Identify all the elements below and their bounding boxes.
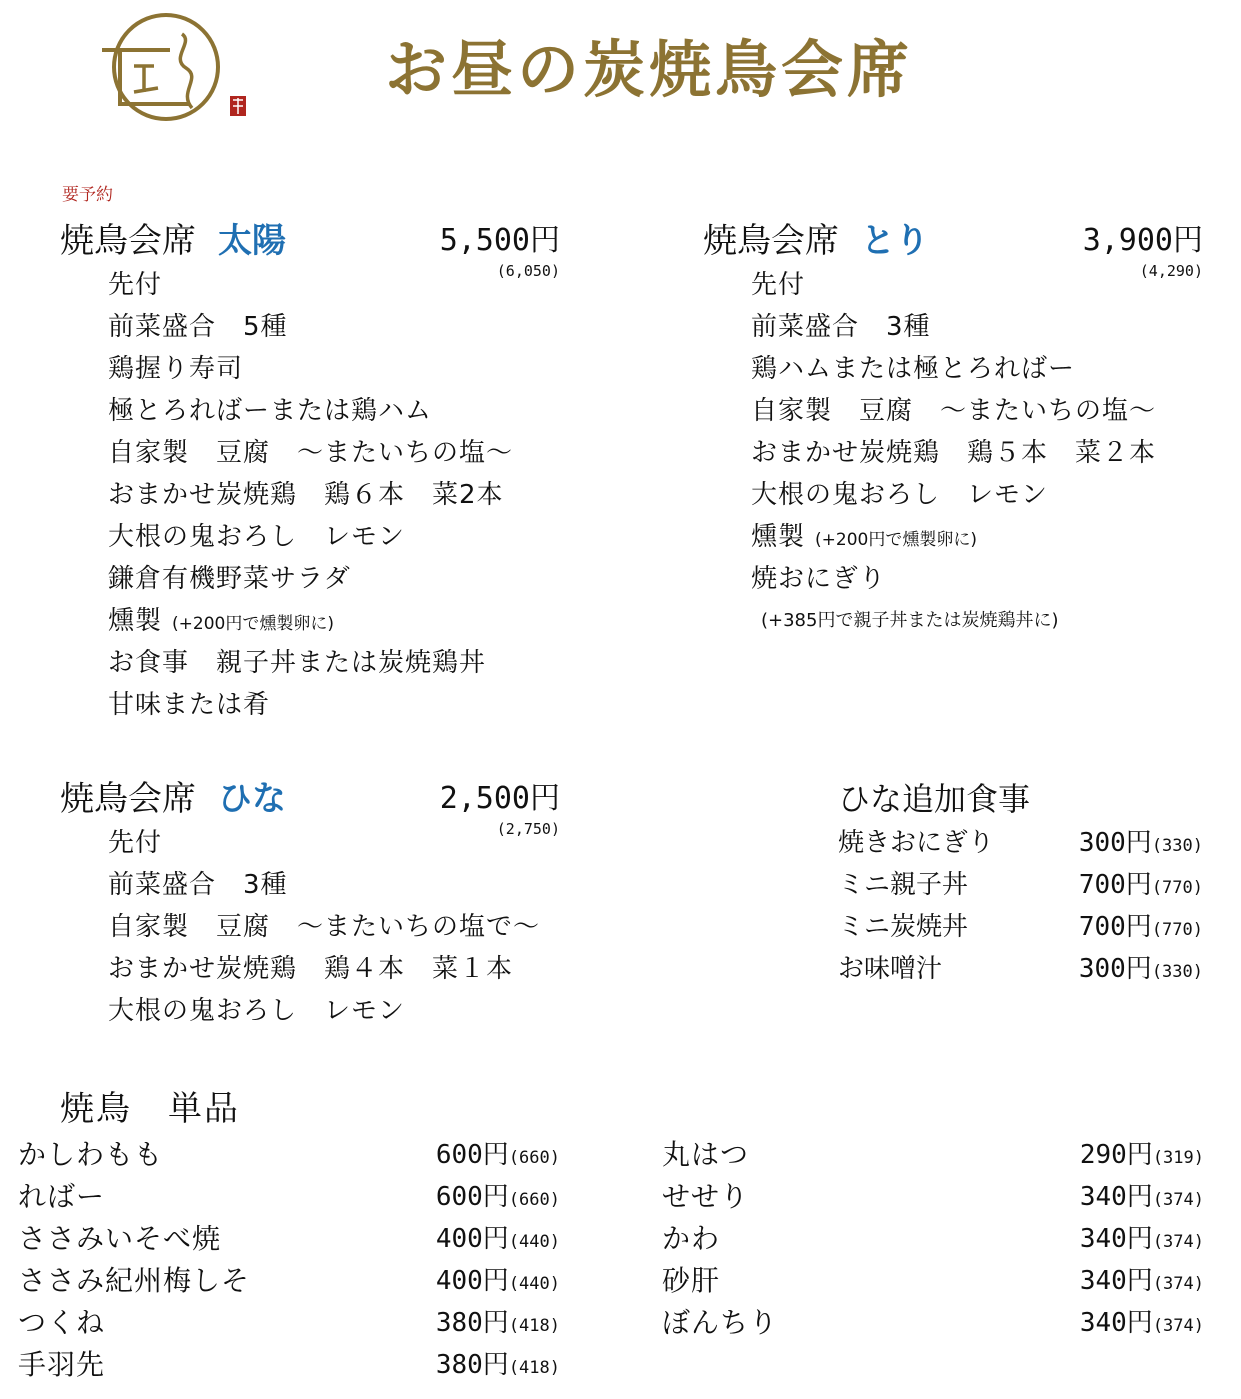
a-la-carte-list-left xyxy=(18,1134,560,1386)
item-price xyxy=(436,1218,560,1263)
item-name: せせり xyxy=(662,1180,750,1213)
menu-item xyxy=(18,1218,560,1260)
tax-price: (418) xyxy=(508,1316,560,1336)
price-value: 290円 xyxy=(1079,1140,1153,1170)
hina-extra-meals xyxy=(838,776,1203,996)
item-name: ミニ炭焼丼 xyxy=(838,912,969,942)
price-value: 700円 xyxy=(1078,870,1152,900)
section-title: 焼鳥 単品 xyxy=(60,1089,240,1129)
item-name: かわ xyxy=(662,1222,721,1255)
course-tax-price: (2,750) xyxy=(496,820,560,838)
menu-item xyxy=(662,1260,1204,1302)
menu-item xyxy=(662,1302,1204,1344)
section-title: ひな追加食事 xyxy=(838,780,1031,818)
item-price xyxy=(1080,1218,1204,1263)
tax-price: (418) xyxy=(508,1358,560,1378)
item-name: 焼きおにぎり xyxy=(838,828,995,858)
tax-price: (330) xyxy=(1151,962,1203,982)
item-price xyxy=(1080,1260,1204,1305)
item-name: つくね xyxy=(18,1306,106,1339)
menu-item xyxy=(18,1344,560,1386)
item-name: ればー xyxy=(18,1180,106,1213)
item-name: お味噌汁 xyxy=(838,954,943,984)
menu-item xyxy=(18,1176,560,1218)
item-price xyxy=(1080,1134,1204,1179)
course-tax-price: (6,050) xyxy=(496,262,560,280)
course-price: 3,900円 xyxy=(1082,223,1203,258)
item-name: 丸はつ xyxy=(662,1138,750,1171)
price-value: 400円 xyxy=(435,1266,509,1296)
course-item xyxy=(108,600,513,642)
price-value: 400円 xyxy=(435,1224,509,1254)
course-item: 鶏握り寿司 xyxy=(108,354,244,384)
menu-item xyxy=(662,1134,1204,1176)
course-item: おまかせ炭焼鶏 鶏５本 菜２本 xyxy=(751,438,1157,468)
course-accent: とり xyxy=(861,221,929,261)
item-price xyxy=(1079,864,1203,909)
course-item: 大根の鬼おろし レモン xyxy=(751,480,1049,510)
item-price xyxy=(1079,822,1203,867)
item-price xyxy=(1080,1302,1204,1347)
course-name xyxy=(60,776,286,822)
course-item: 自家製 豆腐 ～またいちの塩～ xyxy=(751,396,1157,426)
price-value: 700円 xyxy=(1078,912,1152,942)
price-value: 340円 xyxy=(1079,1266,1153,1296)
price-value: 380円 xyxy=(435,1350,509,1380)
item-price xyxy=(436,1260,560,1305)
smoked-egg-note: (+200円で燻製卵に) xyxy=(172,614,334,634)
reservation-note: 要予約 xyxy=(62,185,113,205)
course-label: 焼鳥会席 xyxy=(60,221,196,261)
course-item: 甘味または肴 xyxy=(108,690,271,720)
course-label: 焼鳥会席 xyxy=(60,779,196,819)
course-price: 5,500円 xyxy=(439,223,560,258)
page-title: お昼の炭焼鳥会席 xyxy=(385,33,914,106)
course-item: 前菜盛合 3種 xyxy=(108,870,288,900)
item-price xyxy=(1079,906,1203,951)
course-item-label: 燻製 xyxy=(108,606,163,636)
tax-price: (319) xyxy=(1152,1148,1204,1168)
tax-price: (330) xyxy=(1151,836,1203,856)
item-name: 砂肝 xyxy=(662,1264,721,1297)
item-price xyxy=(436,1134,560,1179)
course-item: おまかせ炭焼鶏 鶏４本 菜１本 xyxy=(108,954,514,984)
item-name: ミニ親子丼 xyxy=(838,870,969,900)
course-name xyxy=(703,218,929,264)
course-tori xyxy=(703,218,1203,638)
course-item: お食事 親子丼または炭焼鶏丼 xyxy=(108,648,487,678)
item-price xyxy=(436,1302,560,1347)
course-item: 前菜盛合 5種 xyxy=(108,312,288,342)
item-price xyxy=(436,1176,560,1221)
menu-item xyxy=(18,1134,560,1176)
extra-meal-list xyxy=(838,822,1203,990)
course-item: 前菜盛合 3種 xyxy=(751,312,931,342)
tax-price: (374) xyxy=(1152,1232,1204,1252)
tax-price: (374) xyxy=(1152,1274,1204,1294)
course-item-list xyxy=(108,264,513,726)
tax-price: (770) xyxy=(1151,878,1203,898)
menu-item xyxy=(838,822,1203,864)
menu-item xyxy=(662,1218,1204,1260)
course-item: 大根の鬼おろし レモン xyxy=(108,996,406,1026)
course-item: 極とろればーまたは鶏ハム xyxy=(108,396,433,426)
item-name: ささみ紀州梅しそ xyxy=(18,1264,251,1297)
item-price xyxy=(1079,948,1203,993)
menu-item xyxy=(838,948,1203,990)
course-accent: 太陽 xyxy=(218,221,286,261)
item-name: ささみいそべ焼 xyxy=(18,1222,222,1255)
a-la-carte-list-right xyxy=(662,1134,1204,1344)
restaurant-logo xyxy=(98,12,258,127)
course-item: 大根の鬼おろし レモン xyxy=(108,522,406,552)
course-item: おまかせ炭焼鶏 鶏６本 菜2本 xyxy=(108,480,504,510)
tax-price: (660) xyxy=(508,1190,560,1210)
menu-item xyxy=(838,906,1203,948)
course-tax-price: (4,290) xyxy=(1139,262,1203,280)
course-item: 先付 xyxy=(751,270,806,300)
course-item-list xyxy=(108,822,540,1032)
course-item-label: 燻製 xyxy=(751,522,806,552)
tax-price: (440) xyxy=(508,1274,560,1294)
course-item: 先付 xyxy=(108,270,163,300)
tax-price: (660) xyxy=(508,1148,560,1168)
course-item: 自家製 豆腐 ～またいちの塩で～ xyxy=(108,912,541,942)
price-value: 340円 xyxy=(1079,1308,1153,1338)
course-label: 焼鳥会席 xyxy=(703,221,839,261)
price-value: 380円 xyxy=(435,1308,509,1338)
item-name: かしわもも xyxy=(18,1138,164,1171)
price-value: 300円 xyxy=(1078,954,1152,984)
course-item: 焼おにぎり xyxy=(751,564,887,594)
course-item xyxy=(751,516,1156,558)
course-item: 自家製 豆腐 ～またいちの塩～ xyxy=(108,438,514,468)
tax-price: (374) xyxy=(1152,1316,1204,1336)
item-price xyxy=(436,1344,560,1389)
course-item: 鎌倉有機野菜サラダ xyxy=(108,564,351,594)
course-price: 2,500円 xyxy=(439,781,560,816)
item-name: 手羽先 xyxy=(18,1348,106,1381)
course-item: 鶏ハムまたは極とろればー xyxy=(751,354,1076,384)
course-taiyo xyxy=(60,218,560,728)
price-value: 300円 xyxy=(1078,828,1152,858)
price-value: 340円 xyxy=(1079,1224,1153,1254)
course-name xyxy=(60,218,286,264)
menu-item xyxy=(18,1260,560,1302)
rice-upgrade-note: (+385円で親子丼または炭焼鶏丼に) xyxy=(761,610,1059,631)
course-accent: ひな xyxy=(218,779,286,819)
course-item: 先付 xyxy=(108,828,163,858)
item-price xyxy=(1080,1176,1204,1221)
price-value: 340円 xyxy=(1079,1182,1153,1212)
tax-price: (440) xyxy=(508,1232,560,1252)
menu-item xyxy=(18,1302,560,1344)
smoked-egg-note: (+200円で燻製卵に) xyxy=(815,530,977,550)
price-value: 600円 xyxy=(435,1140,509,1170)
course-item-list xyxy=(751,264,1156,642)
price-value: 600円 xyxy=(435,1182,509,1212)
tax-price: (374) xyxy=(1152,1190,1204,1210)
course-hina xyxy=(60,776,560,1036)
item-name: ぼんちり xyxy=(662,1306,779,1339)
tax-price: (770) xyxy=(1151,920,1203,940)
menu-item xyxy=(662,1176,1204,1218)
menu-item xyxy=(838,864,1203,906)
